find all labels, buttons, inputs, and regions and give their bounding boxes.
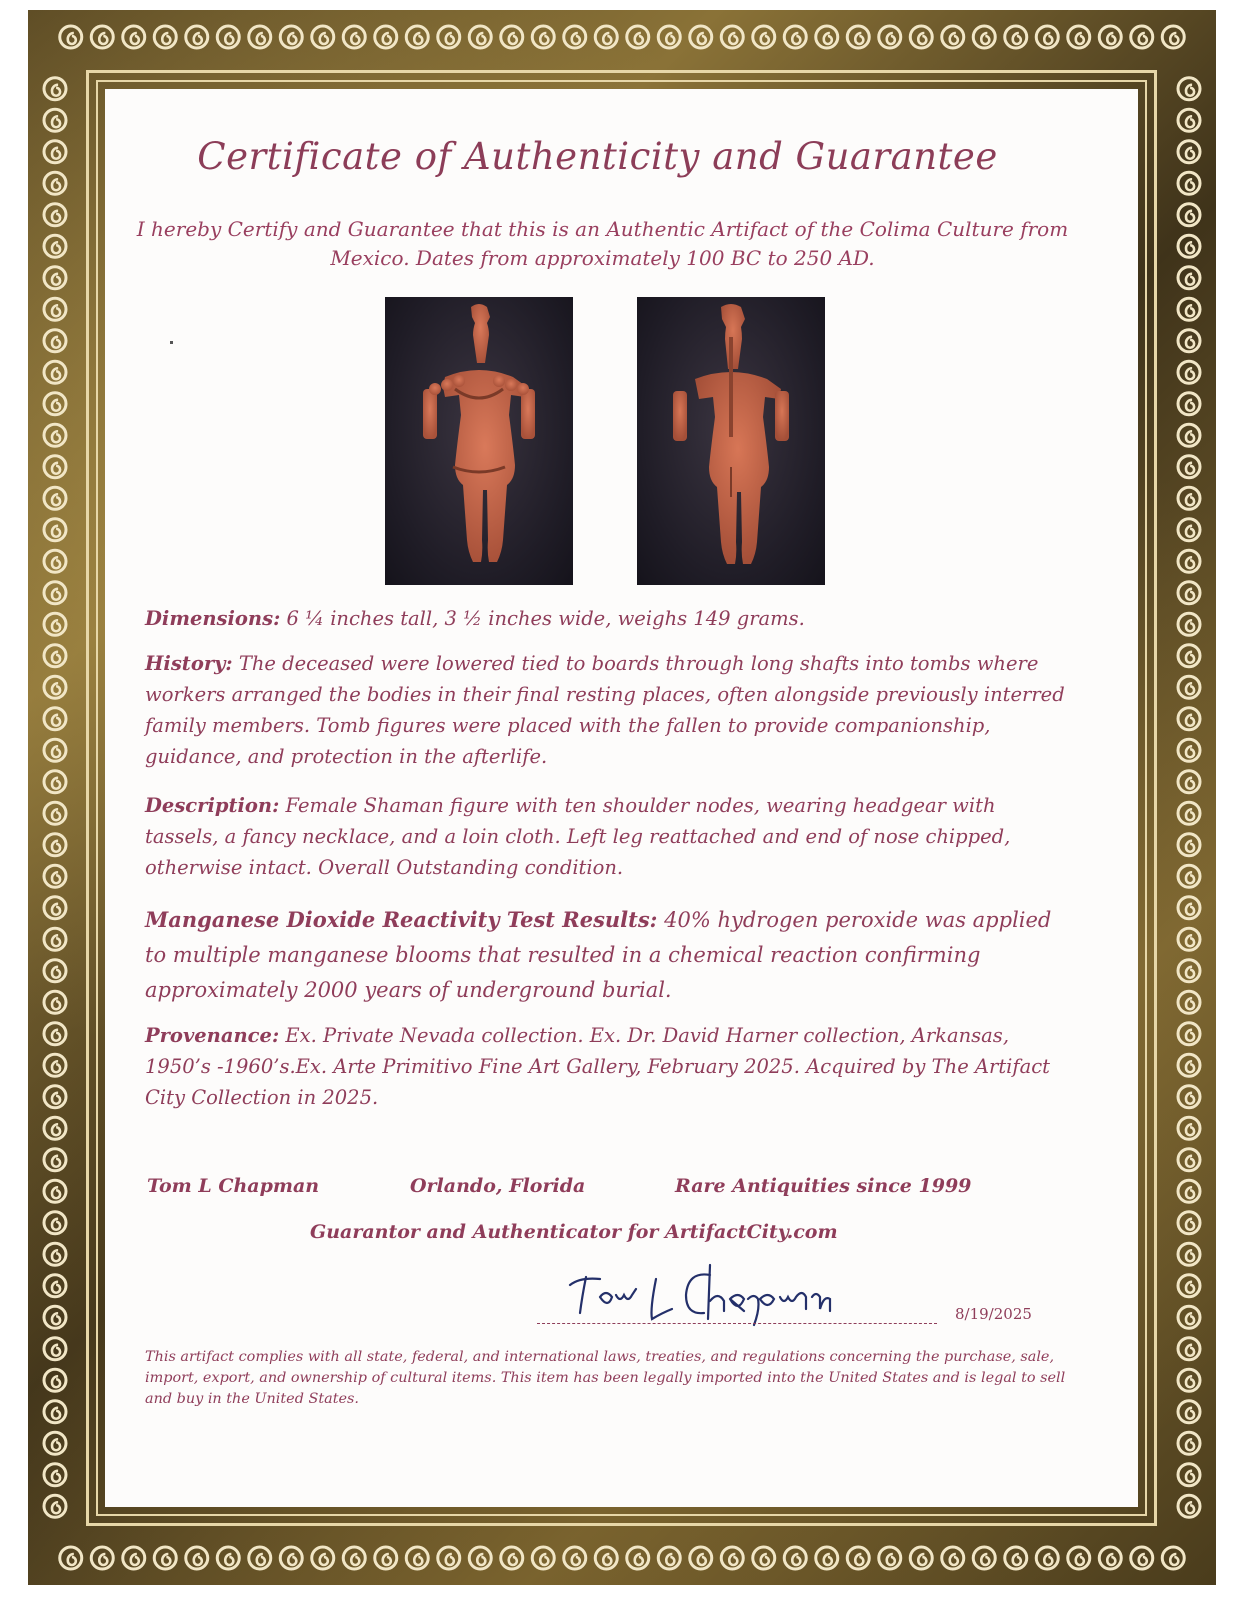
spiral-ornament (60, 26, 82, 48)
spiral-ornament (564, 1547, 586, 1569)
spiral-ornament (910, 26, 932, 48)
spiral-ornament (44, 1401, 66, 1423)
provenance-label: Provenance: (145, 1024, 280, 1047)
spiral-ornament (1178, 109, 1200, 131)
spiral-ornament (343, 1547, 365, 1569)
spiral-ornament (1036, 26, 1058, 48)
spiral-ornament (44, 991, 66, 1013)
spiral-ornament (44, 1117, 66, 1139)
spiral-ornament (1178, 78, 1200, 100)
spiral-ornament (44, 645, 66, 667)
spiral-ornament (1068, 26, 1090, 48)
spiral-ornament (44, 235, 66, 257)
spiral-ornament (532, 1547, 554, 1569)
spiral-ornament (44, 1054, 66, 1076)
spiral-ornament (44, 834, 66, 856)
spiral-ornament (44, 1495, 66, 1517)
spiral-ornament (1178, 1401, 1200, 1423)
spiral-ornament (44, 109, 66, 131)
spiral-ornament (1178, 424, 1200, 446)
spiral-ornament (375, 1547, 397, 1569)
spiral-ornament (1178, 519, 1200, 541)
spiral-ornament (375, 26, 397, 48)
spiral-ornament (1178, 1495, 1200, 1517)
spiral-ornament (1178, 897, 1200, 919)
spiral-ornament (1178, 1338, 1200, 1360)
spiral-ornament (312, 26, 334, 48)
manganese-text: 40% hydrogen peroxide was applied to multiple manganese blooms that resulted in a chemical reaction confirming approximately 2000 years of underground burial. (145, 908, 1052, 1002)
spiral-ornament (532, 26, 554, 48)
spiral-ornament (44, 1212, 66, 1234)
spiral-ornament (1178, 1243, 1200, 1265)
spiral-ornament (1178, 1086, 1200, 1108)
provenance-paragraph (145, 1020, 1075, 1113)
spiral-ornament (910, 1547, 932, 1569)
spiral-ornament (343, 26, 365, 48)
spiral-ornament (44, 708, 66, 730)
spiral-ornament (1162, 1547, 1184, 1569)
spiral-ornament (1131, 26, 1153, 48)
spiral-ornament (1178, 834, 1200, 856)
spiral-ornament (879, 1547, 901, 1569)
spiral-ornament (1178, 1117, 1200, 1139)
spiral-ornament (1178, 204, 1200, 226)
spiral-ornament (91, 26, 113, 48)
spiral-ornament (249, 26, 271, 48)
spiral-ornament (44, 298, 66, 320)
spiral-ornament (1178, 708, 1200, 730)
history-label: History: (145, 652, 233, 675)
provenance-text: Ex. Private Nevada collection. Ex. Dr. David Harner collection, Arkansas, 1950’s -1960’s.Ex. Arte Primitivo Fine Art Gallery, February 2025. Acquired by The Artifact City Collection in 2025. (145, 1024, 1051, 1109)
spiral-ornament (44, 865, 66, 887)
dimensions-paragraph (145, 603, 1075, 634)
spiral-ornament (123, 1547, 145, 1569)
spiral-ornament (44, 393, 66, 415)
manganese-paragraph (145, 902, 1075, 1008)
spiral-ornament (1178, 393, 1200, 415)
spiral-ornament (186, 1547, 208, 1569)
spiral-ornament (438, 1547, 460, 1569)
history-text: The deceased were lowered tied to boards through long shafts into tombs where workers arranged the bodies in their final resting places, often alongside previously interred family members. Tomb figures were placed with the fallen to provide companionship, guidance, and protection in the afterlife. (145, 652, 1065, 768)
spiral-ornament (627, 26, 649, 48)
spiral-ornament (753, 1547, 775, 1569)
spiral-ornament (595, 1547, 617, 1569)
spiral-ornament (469, 26, 491, 48)
spiral-ornament (1178, 1212, 1200, 1234)
spiral-ornament (44, 1338, 66, 1360)
spiral-ornament (44, 1432, 66, 1454)
dimensions-label: Dimensions: (145, 607, 281, 630)
spiral-ornament (658, 1547, 680, 1569)
spiral-ornament (847, 1547, 869, 1569)
spiral-ornament (249, 1547, 271, 1569)
spiral-ornament (1178, 582, 1200, 604)
spiral-ornament (1178, 550, 1200, 572)
spiral-ornament (753, 26, 775, 48)
spiral-ornament (1178, 487, 1200, 509)
spiral-ornament (44, 1369, 66, 1391)
spiral-ornament (44, 771, 66, 793)
spiral-ornament (123, 26, 145, 48)
spiral-ornament (44, 456, 66, 478)
spiral-ornament (1178, 267, 1200, 289)
spiral-ornament (1068, 1547, 1090, 1569)
spiral-ornament (564, 26, 586, 48)
spiral-ornament (44, 1180, 66, 1202)
spiral-ornament (1178, 991, 1200, 1013)
spiral-ornament (784, 26, 806, 48)
signer-role: Guarantor and Authenticator for ArtifactCity.com (310, 1221, 838, 1243)
spiral-ornament (1178, 802, 1200, 824)
spiral-ornament (44, 897, 66, 919)
spiral-ornament (44, 1149, 66, 1171)
spiral-ornament (847, 26, 869, 48)
spiral-ornament (154, 26, 176, 48)
spiral-ornament (1178, 172, 1200, 194)
spiral-ornament (816, 1547, 838, 1569)
spiral-ornament (44, 330, 66, 352)
spiral-ornament (501, 1547, 523, 1569)
spiral-ornament (217, 1547, 239, 1569)
spiral-ornament (627, 1547, 649, 1569)
speck (170, 341, 173, 344)
spiral-ornament (280, 26, 302, 48)
history-paragraph (145, 648, 1075, 772)
spiral-ornament (1178, 960, 1200, 982)
spiral-ornament (690, 26, 712, 48)
spiral-ornament (44, 1023, 66, 1045)
spiral-ornament (186, 26, 208, 48)
spiral-ornament (438, 26, 460, 48)
spiral-ornament (44, 204, 66, 226)
spiral-ornament (942, 1547, 964, 1569)
description-label: Description: (145, 794, 280, 817)
spiral-ornament (44, 613, 66, 635)
spiral-ornament (217, 26, 239, 48)
spiral-ornament (1099, 26, 1121, 48)
spiral-ornament (44, 141, 66, 163)
spiral-ornament (1178, 1023, 1200, 1045)
spiral-ornament (44, 960, 66, 982)
figure-front-illustration (385, 297, 573, 585)
spiral-ornament (44, 424, 66, 446)
spiral-ornament (44, 1464, 66, 1486)
signer-location: Orlando, Florida (410, 1175, 586, 1197)
legal-disclaimer: This artifact complies with all state, federal, and international laws, treaties, and regulations concerning the purchase, sale, import, export, and ownership of cultural items. This item has been legally imported into the United States and is legal to sell and buy in the United States. (145, 1349, 1066, 1407)
spiral-ornament (1178, 1149, 1200, 1171)
spiral-ornament (44, 802, 66, 824)
spiral-ornament (1036, 1547, 1058, 1569)
spiral-ornament (1162, 26, 1184, 48)
dimensions-text: 6 ¼ inches tall, 3 ½ inches wide, weighs 149 grams. (286, 607, 805, 630)
spiral-ornament (658, 26, 680, 48)
spiral-ornament (1178, 928, 1200, 950)
spiral-ornament (44, 928, 66, 950)
description-text: Female Shaman figure with ten shoulder nodes, wearing headgear with tassels, a fancy necklace, and a loin cloth. Left leg reattached and end of nose chipped, otherwise intact. Overall Outstanding condition. (145, 794, 1011, 879)
spiral-ornament (1178, 1464, 1200, 1486)
artifact-photo-back (637, 297, 825, 585)
signer-name: Tom L Chapman (147, 1175, 320, 1197)
spiral-ornament (942, 26, 964, 48)
spiral-ornament (501, 26, 523, 48)
spiral-ornament (44, 361, 66, 383)
spiral-ornament (44, 1086, 66, 1108)
spiral-ornament (44, 78, 66, 100)
spiral-ornament (312, 1547, 334, 1569)
spiral-ornament (1178, 1275, 1200, 1297)
spiral-ornament (280, 1547, 302, 1569)
spiral-ornament (973, 26, 995, 48)
spiral-ornament (595, 26, 617, 48)
spiral-ornament (44, 1243, 66, 1265)
spiral-ornament (406, 1547, 428, 1569)
signature-line (537, 1323, 937, 1324)
spiral-ornament (1178, 1369, 1200, 1391)
spiral-ornament (44, 550, 66, 572)
spiral-ornament (44, 1306, 66, 1328)
spiral-ornament (973, 1547, 995, 1569)
spiral-ornament (44, 1275, 66, 1297)
spiral-ornament (1131, 1547, 1153, 1569)
spiral-ornament (60, 1547, 82, 1569)
spiral-ornament (1099, 1547, 1121, 1569)
spiral-ornament (1178, 739, 1200, 761)
spiral-ornament (44, 582, 66, 604)
spiral-ornament (1178, 865, 1200, 887)
spiral-ornament (1178, 330, 1200, 352)
signature-date: 8/19/2025 (955, 1305, 1032, 1323)
spiral-ornament (690, 1547, 712, 1569)
spiral-ornament (1178, 141, 1200, 163)
spiral-ornament (44, 519, 66, 541)
artifact-photo-front (385, 297, 573, 585)
certificate-title: Certificate of Authenticity and Guarantee (197, 135, 998, 178)
spiral-ornament (1178, 1054, 1200, 1076)
signer-tagline: Rare Antiquities since 1999 (675, 1175, 972, 1197)
spiral-ornament (1178, 645, 1200, 667)
certificate-content (105, 105, 1090, 1485)
spiral-ornament (1178, 1306, 1200, 1328)
spiral-ornament (1178, 613, 1200, 635)
spiral-ornament (816, 26, 838, 48)
spiral-ornament (44, 267, 66, 289)
spiral-ornament (1178, 235, 1200, 257)
spiral-ornament (91, 1547, 113, 1569)
spiral-ornament (44, 676, 66, 698)
spiral-ornament (1005, 1547, 1027, 1569)
spiral-ornament (154, 1547, 176, 1569)
figure-back-illustration (637, 297, 825, 585)
spiral-ornament (1178, 1432, 1200, 1454)
spiral-ornament (721, 26, 743, 48)
spiral-ornament (1005, 26, 1027, 48)
spiral-ornament (44, 739, 66, 761)
spiral-ornament (406, 26, 428, 48)
spiral-ornament (784, 1547, 806, 1569)
description-paragraph (145, 790, 1075, 883)
spiral-ornament (44, 487, 66, 509)
spiral-ornament (44, 172, 66, 194)
spiral-ornament (1178, 771, 1200, 793)
spiral-ornament (1178, 361, 1200, 383)
spiral-ornament (721, 1547, 743, 1569)
certificate-intro: I hereby Certify and Guarantee that this is an Authentic Artifact of the Colima Culture from Mexico. Dates from approximately 100 BC to 250 AD. (136, 217, 1069, 270)
manganese-label: Manganese Dioxide Reactivity Test Results: (145, 907, 658, 932)
spiral-ornament (1178, 456, 1200, 478)
spiral-ornament (469, 1547, 491, 1569)
spiral-ornament (1178, 1180, 1200, 1202)
spiral-ornament (879, 26, 901, 48)
spiral-ornament (1178, 298, 1200, 320)
spiral-ornament (1178, 676, 1200, 698)
